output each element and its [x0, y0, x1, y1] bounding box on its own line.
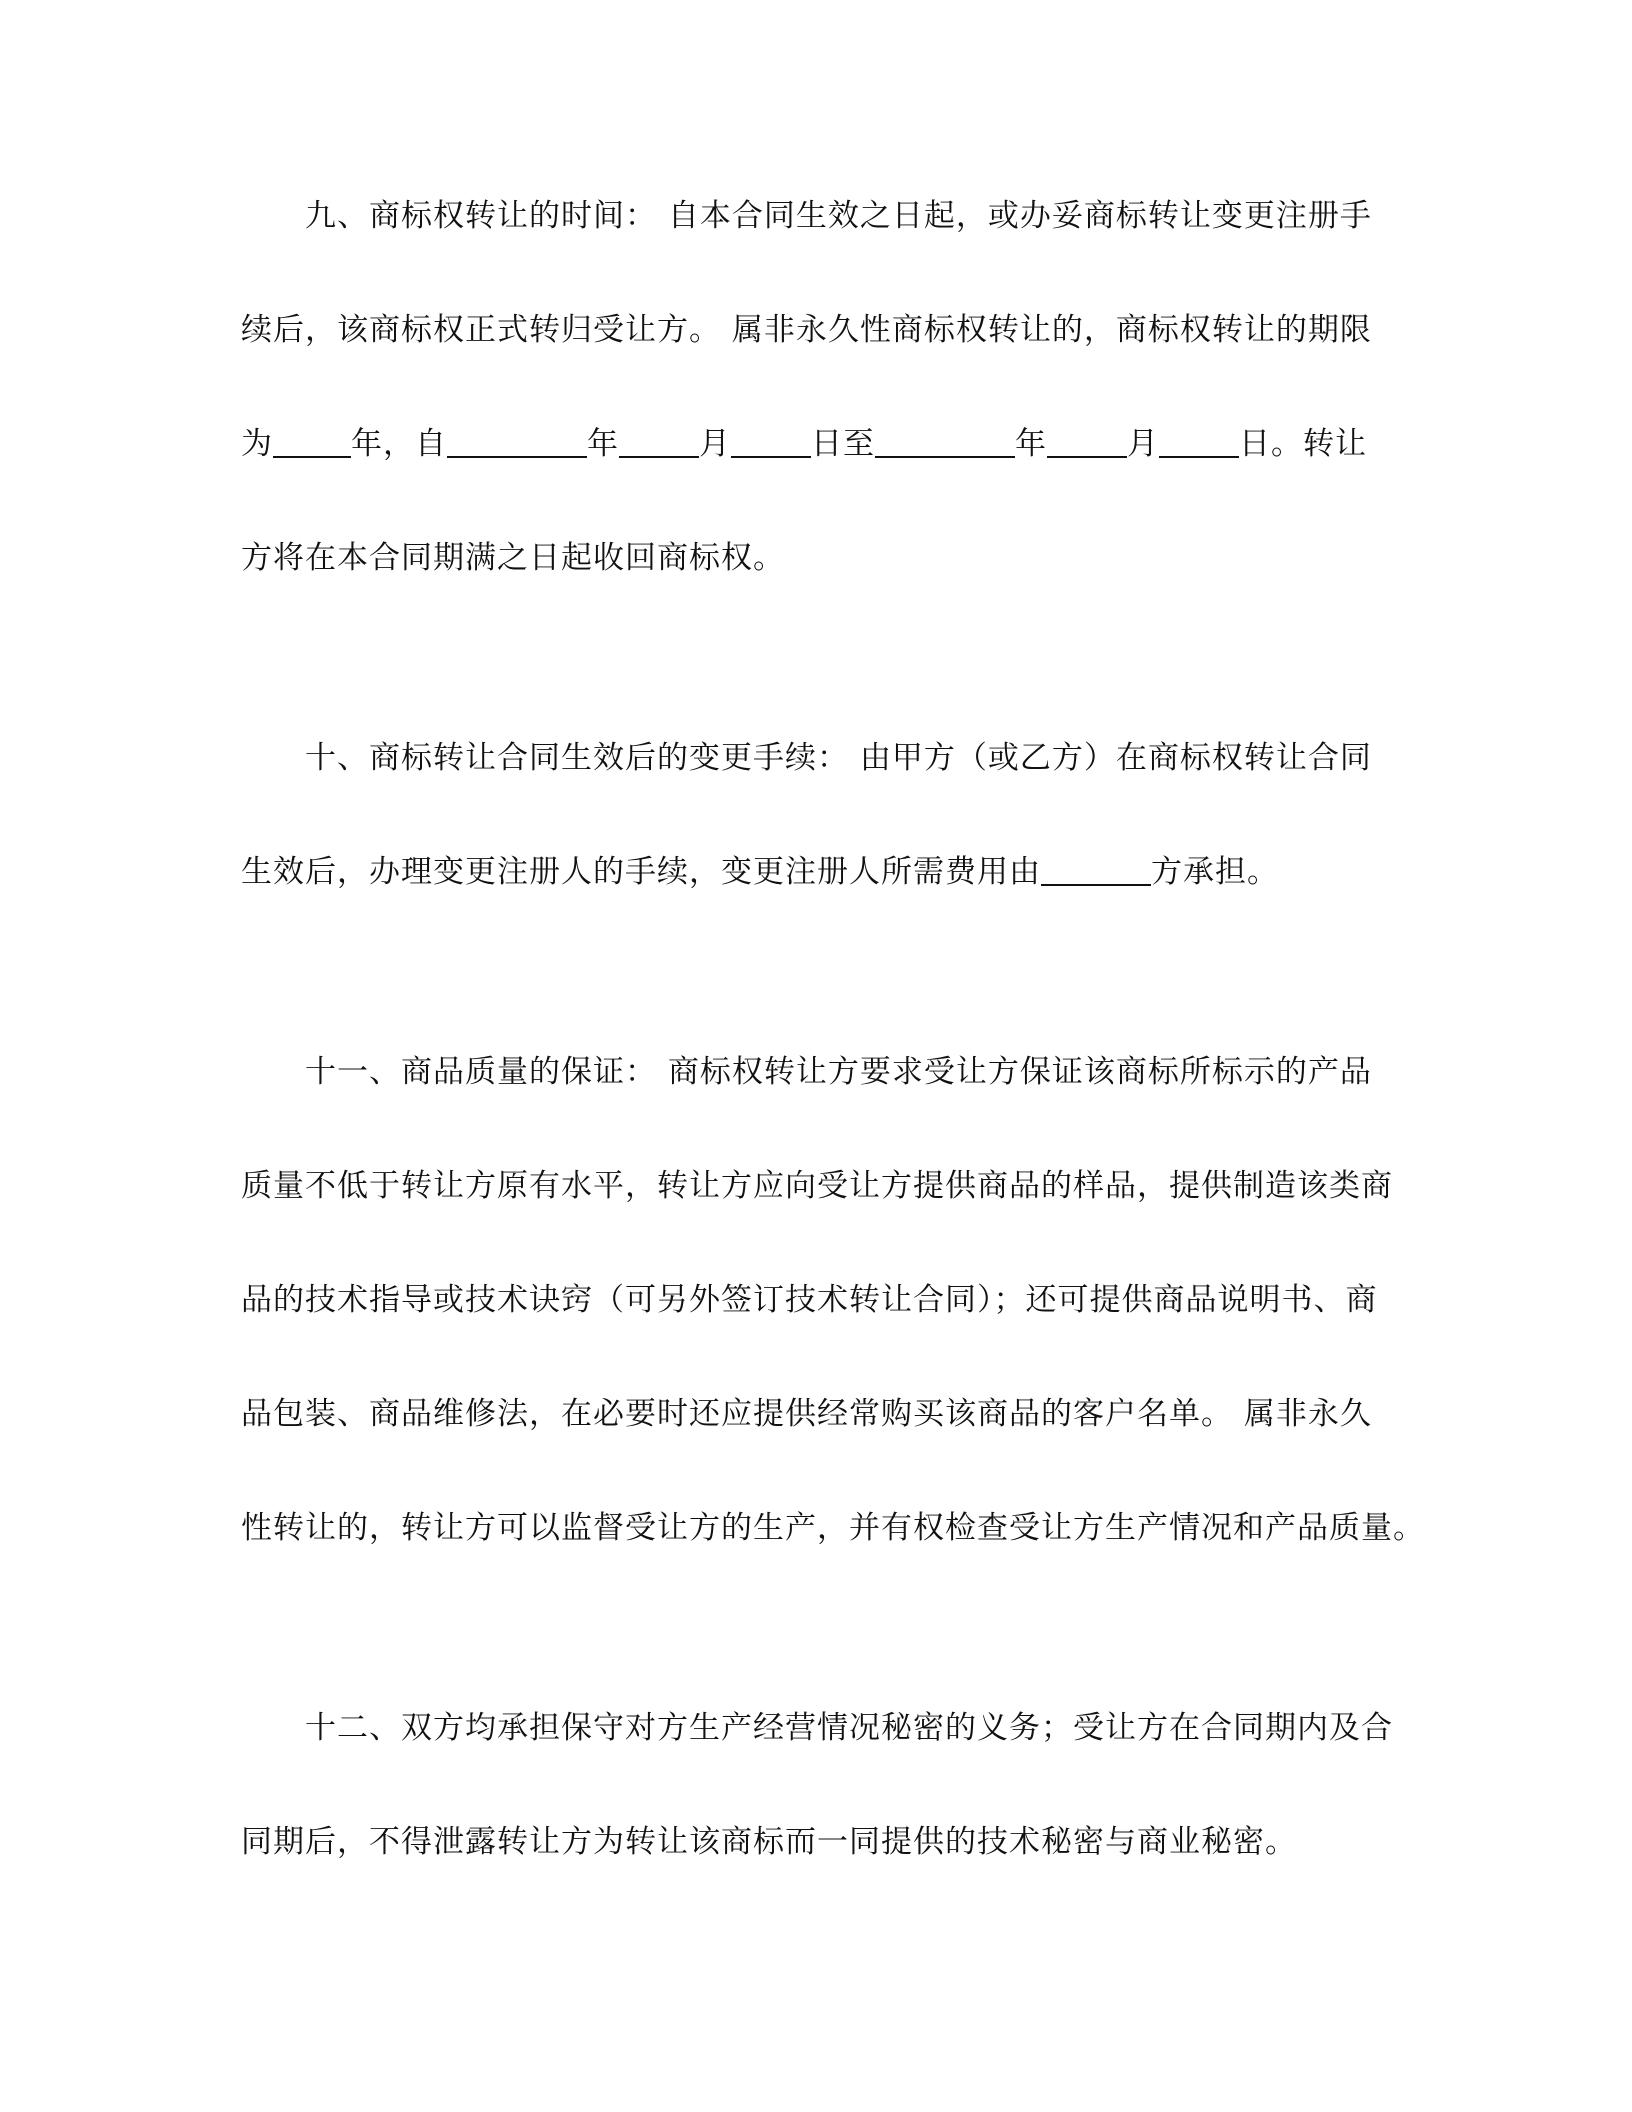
blank-start-month[interactable] [619, 426, 699, 458]
clause-9-text: 为 [241, 426, 273, 462]
clause-12-line-2: 同期后，不得泄露转让方为转让该商标而一同提供的技术秘密与商业秘密。 [241, 1824, 1297, 1860]
clause-10-line-1: 十、商标转让合同生效后的变更手续： 由甲方（或乙方）在商标权转让合同 [305, 740, 1372, 776]
clause-11-line-3: 品的技术指导或技术诀窍（可另外签订技术转让合同）；还可提供商品说明书、商 [241, 1282, 1378, 1318]
blank-start-day[interactable] [731, 426, 811, 458]
clause-11-line-5: 性转让的，转让方可以监督受让方的生产，并有权检查受让方生产情况和产品质量。 [241, 1510, 1425, 1546]
clause-9-text: 年，自 [351, 426, 447, 462]
clause-9-line-4: 方将在本合同期满之日起收回商标权。 [241, 540, 785, 576]
clause-9-text: 年 [1015, 426, 1047, 462]
clause-11-line-2: 质量不低于转让方原有水平，转让方应向受让方提供商品的样品，提供制造该类商 [241, 1168, 1393, 1204]
clause-9-text: 日至 [811, 426, 875, 462]
clause-9-text: 年 [587, 426, 619, 462]
clause-9-text: 日。转让 [1239, 426, 1367, 462]
clause-9-line-2: 续后，该商标权正式转归受让方。 属非永久性商标权转让的，商标权转让的期限 [241, 312, 1372, 348]
clause-9-line-3 [241, 424, 1391, 464]
clause-10-line-2 [241, 852, 1391, 892]
clause-11-line-4: 品包装、商品维修法，在必要时还应提供经常购买该商品的客户名单。 属非永久 [241, 1396, 1372, 1432]
clause-10-text: 生效后，办理变更注册人的手续，变更注册人所需费用由 [241, 854, 1041, 890]
clause-12-line-1: 十二、双方均承担保守对方生产经营情况秘密的义务；受让方在合同期内及合 [305, 1710, 1393, 1746]
blank-end-day[interactable] [1159, 426, 1239, 458]
clause-10-text: 方承担。 [1151, 854, 1279, 890]
blank-fee-party[interactable] [1041, 854, 1151, 886]
clause-9-line-1: 九、商标权转让的时间： 自本合同生效之日起，或办妥商标转让变更注册手 [305, 198, 1372, 234]
blank-end-month[interactable] [1047, 426, 1127, 458]
blank-years[interactable] [273, 426, 351, 458]
clause-9-text: 月 [699, 426, 731, 462]
blank-start-year[interactable] [447, 426, 587, 458]
blank-end-year[interactable] [875, 426, 1015, 458]
clause-11-line-1: 十一、商品质量的保证： 商标权转让方要求受让方保证该商标所标示的产品 [305, 1054, 1372, 1090]
clause-9-text: 月 [1127, 426, 1159, 462]
